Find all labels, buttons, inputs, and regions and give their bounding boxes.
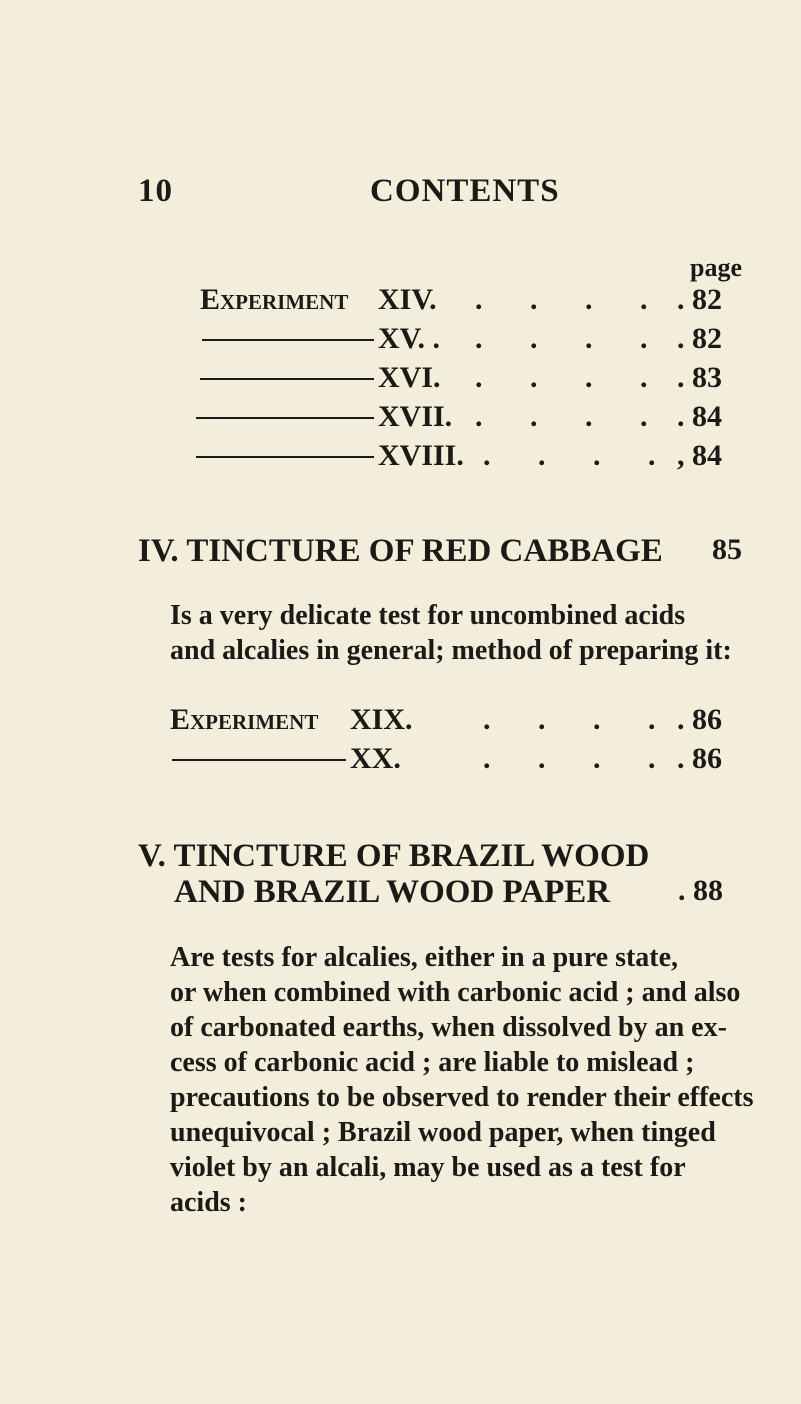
desc-line: of carbonated earths, when dissolved by an ex- <box>170 1012 727 1043</box>
toc-entry-xviii <box>0 439 801 473</box>
desc-line: Are tests for alcalies, either in a pure state, <box>170 942 679 973</box>
ditto-rule <box>202 339 374 341</box>
toc-entry-xvii <box>0 400 801 434</box>
ditto-rule <box>196 456 374 458</box>
section-iv-description <box>170 598 732 668</box>
entry-number: XVII. <box>378 400 453 433</box>
toc-entry-xiv <box>0 283 801 317</box>
running-title: CONTENTS <box>370 173 560 209</box>
page-number: 10 <box>138 173 173 209</box>
entry-leader-dots: . . . . <box>475 400 668 433</box>
desc-line: violet by an alcali, may be used as a test for <box>170 1152 686 1183</box>
toc-entry-xvi <box>0 361 801 395</box>
entry-page: . 84 <box>677 400 722 433</box>
entry-number: XVIII. <box>378 439 464 472</box>
section-v-title-line2: AND BRAZIL WOOD PAPER <box>174 874 611 910</box>
entry-page: , 84 <box>677 439 722 472</box>
entry-leader-dots: . . . . <box>475 361 668 394</box>
entry-page: . 86 <box>677 703 722 736</box>
desc-line: cess of carbonic acid ; are liable to mislead ; <box>170 1047 695 1078</box>
desc-line: Is a very delicate test for uncombined acids <box>170 600 686 631</box>
entry-leader-dots: . . . . <box>483 439 676 472</box>
desc-line: acids : <box>170 1187 247 1218</box>
entry-lead: Experiment <box>170 703 319 736</box>
entry-number: XVI. <box>378 361 441 394</box>
ditto-rule <box>172 759 346 761</box>
entry-lead: Experiment <box>200 283 349 316</box>
toc-entry-xx <box>0 742 801 776</box>
desc-line: precautions to be observed to render their effects <box>170 1082 754 1113</box>
section-iv-page: 85 <box>712 533 742 566</box>
page-column-label: page <box>690 253 742 282</box>
entry-leader-dots: . . . . <box>475 283 668 316</box>
ditto-rule <box>196 417 374 419</box>
entry-leader-dots: . . . . <box>483 703 676 736</box>
desc-line: or when combined with carbonic acid ; and also <box>170 977 741 1008</box>
desc-line: unequivocal ; Brazil wood paper, when tinged <box>170 1117 716 1148</box>
entry-page: . 83 <box>677 361 722 394</box>
entry-page: . 86 <box>677 742 722 775</box>
section-v-title-line1: V. TINCTURE OF BRAZIL WOOD <box>138 838 650 874</box>
entry-leader-dots: . . . . <box>483 742 676 775</box>
ditto-rule <box>200 378 374 380</box>
entry-number: XV. . <box>378 322 440 355</box>
entry-page: . 82 <box>677 283 722 316</box>
desc-line: and alcalies in general; method of preparing it: <box>170 635 732 666</box>
section-v-page: . 88 <box>678 874 723 907</box>
toc-entry-xix <box>0 703 801 737</box>
entry-page: . 82 <box>677 322 722 355</box>
entry-number: XIX. <box>350 703 413 736</box>
entry-number: XX. <box>350 742 401 775</box>
entry-number: XIV. <box>378 283 437 316</box>
section-v-description <box>170 940 754 1220</box>
toc-entry-xv <box>0 322 801 356</box>
entry-leader-dots: . . . . <box>475 322 668 355</box>
section-iv-title: IV. TINCTURE OF RED CABBAGE <box>138 533 663 569</box>
